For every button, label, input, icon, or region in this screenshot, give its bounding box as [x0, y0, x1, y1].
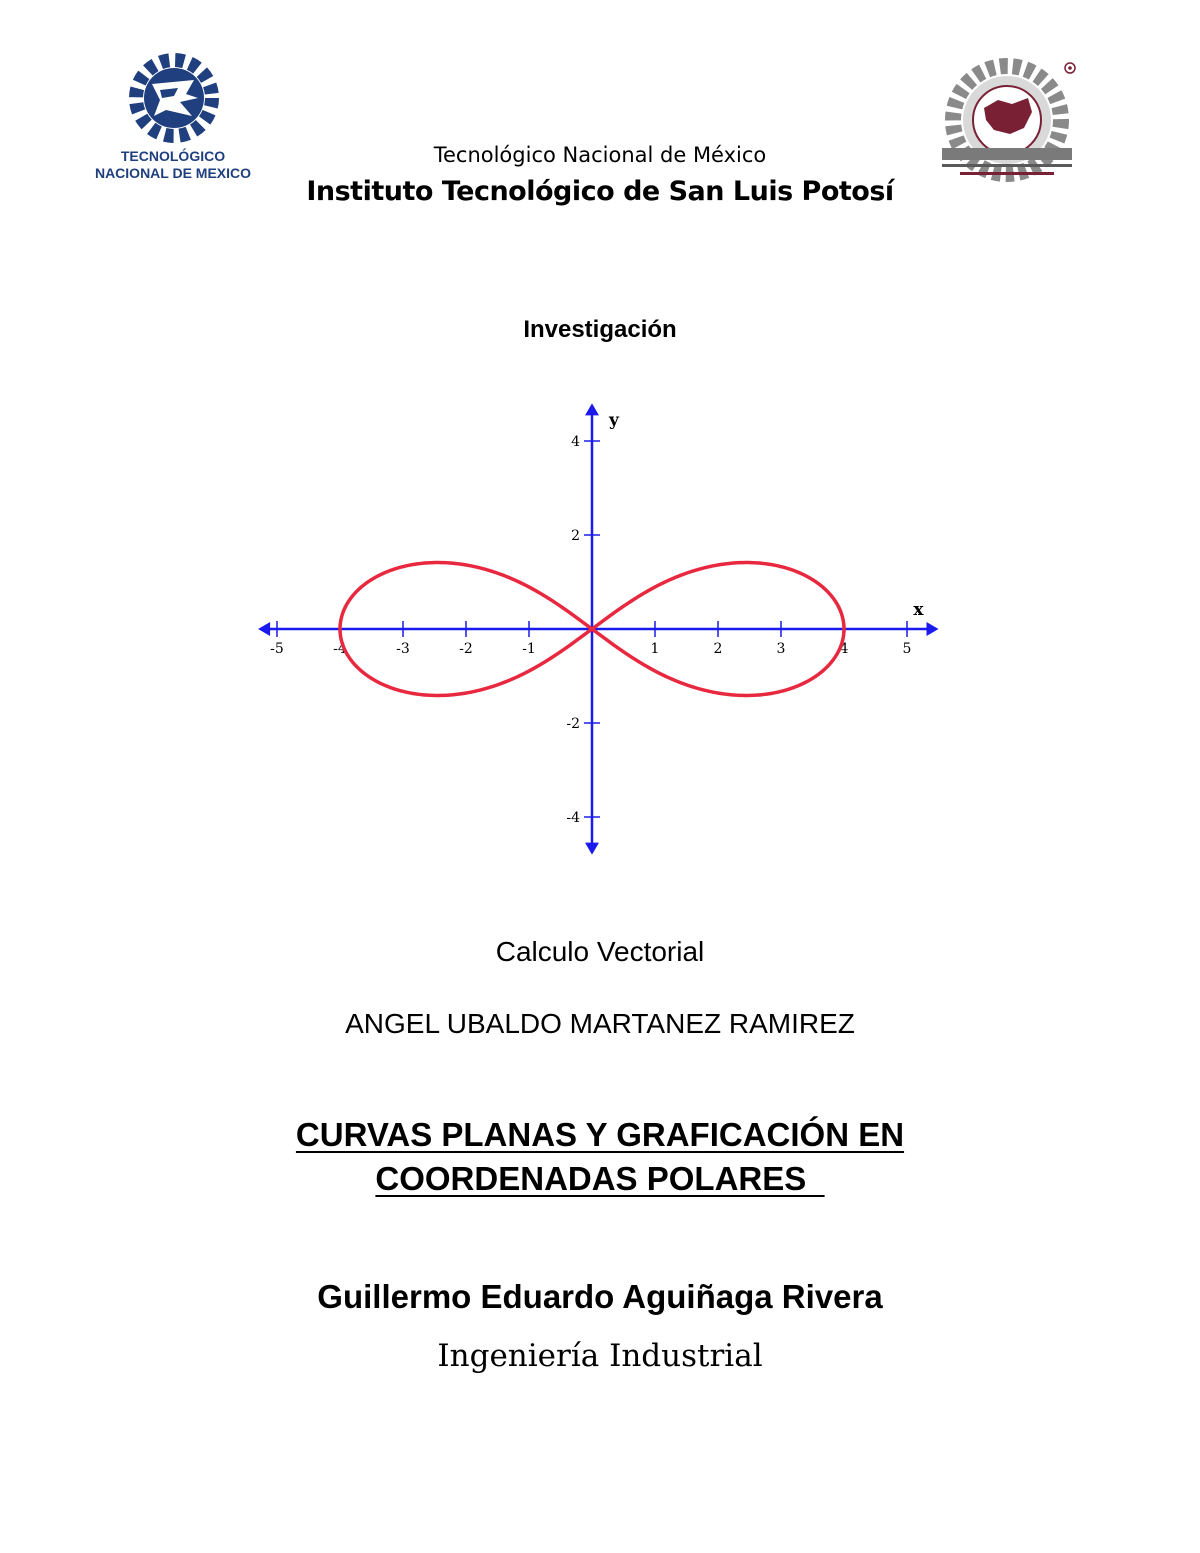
- title-line1-text: CURVAS PLANAS Y GRAFICACIÓN EN: [295, 1116, 905, 1153]
- x-axis-label: x: [913, 600, 924, 620]
- teacher-name: ANGEL UBALDO MARTANEZ RAMIREZ: [345, 1008, 855, 1039]
- y-tick-label: -4: [566, 810, 580, 826]
- course-name: Calculo Vectorial: [495, 936, 705, 967]
- logo-text-line1: TECNOLÓGICO: [120, 148, 226, 164]
- x-tick-label: 4: [839, 641, 849, 657]
- y-axis-label: y: [609, 410, 619, 431]
- x-tick-label: -2: [459, 641, 473, 657]
- document-title-line2: [0, 1160, 1200, 1198]
- itslp-seal: [932, 48, 1082, 196]
- y-axis-arrow-down: [585, 843, 599, 855]
- x-tick-label: 1: [650, 641, 660, 657]
- x-tick-label: 5: [902, 641, 912, 657]
- document-title-line1: [0, 1116, 1200, 1154]
- x-tick-label: -1: [522, 641, 536, 657]
- x-tick-label: -5: [270, 641, 284, 657]
- title-line2-text: COORDENADAS POLARES: [375, 1160, 825, 1197]
- gear-icon: [136, 60, 212, 136]
- tecnm-subtitle: Tecnológico Nacional de México: [433, 143, 767, 167]
- x-tick-label: 3: [776, 641, 786, 657]
- y-tick-label: 2: [571, 528, 580, 544]
- document-type: Investigación: [523, 316, 677, 343]
- y-axis-arrow-up: [585, 403, 599, 415]
- y-tick-label: 4: [571, 434, 580, 450]
- logo-text-line2: NACIONAL DE MEXICO: [94, 165, 252, 181]
- author-name: Guillermo Eduardo Aguiñaga Rivera: [317, 1278, 883, 1315]
- x-axis-arrow-left: [258, 622, 270, 636]
- x-tick-label: -3: [396, 641, 410, 657]
- x-tick-label: 2: [713, 641, 723, 657]
- y-tick-label: -2: [566, 716, 580, 732]
- career-name: Ingeniería Industrial: [437, 1338, 763, 1374]
- x-tick-label: -4: [333, 641, 347, 657]
- lemniscate-chart: [250, 402, 960, 862]
- x-axis-arrow-right: [927, 622, 939, 636]
- institute-name: Instituto Tecnológico de San Luis Potosí: [306, 176, 894, 207]
